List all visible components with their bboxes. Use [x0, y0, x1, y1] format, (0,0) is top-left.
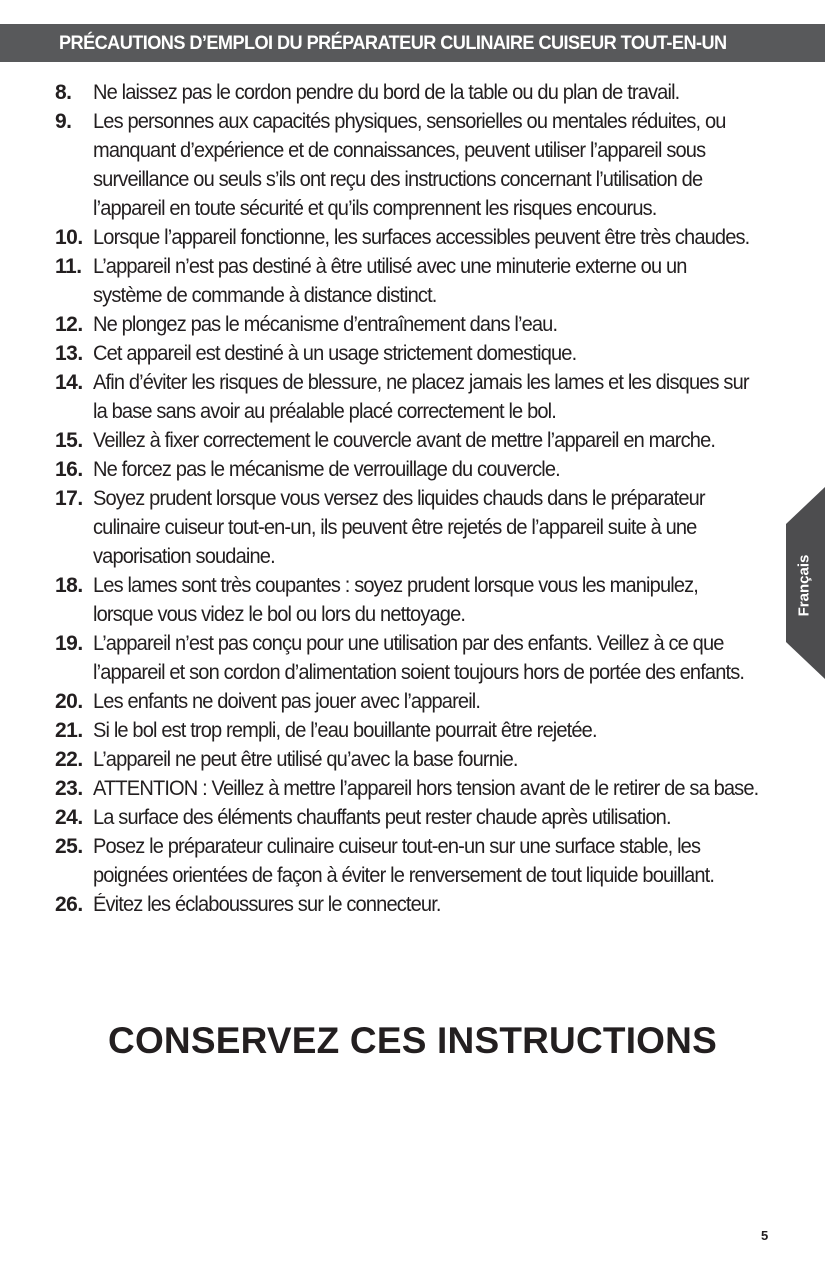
list-item [55, 107, 790, 223]
item-text: Posez le préparateur culinaire cuiseur tout-en-un sur une surface stable, les poignées orientées de façon à éviter le renversement de tout liquide bouillant. [93, 835, 715, 887]
item-text: Les enfants ne doivent pas jouer avec l’appareil. [93, 690, 481, 713]
list-item [55, 310, 790, 339]
item-number: 20. [55, 690, 83, 713]
item-number: 16. [55, 458, 83, 481]
list-item [55, 629, 790, 687]
page-title: PRÉCAUTIONS D’EMPLOI DU PRÉPARATEUR CULINAIRE CUISEUR TOUT-EN-UN [59, 31, 727, 54]
item-number: 11. [55, 255, 82, 278]
header-bar [0, 24, 825, 62]
list-item [55, 426, 790, 455]
list-item [55, 832, 790, 890]
item-text: Lorsque l’appareil fonctionne, les surfaces accessibles peuvent être très chaudes. [93, 226, 750, 249]
list-item [55, 455, 790, 484]
list-item [55, 339, 790, 368]
list-item [55, 774, 790, 803]
item-text: Soyez prudent lorsque vous versez des liquides chauds dans le préparateur culinaire cuiseur tout-en-un, ils peuvent être rejetés de l’appareil suite à une vaporisation soudaine. [93, 487, 705, 568]
item-number: 10. [55, 226, 83, 249]
item-number: 18. [55, 574, 83, 597]
language-tab [786, 487, 825, 679]
item-text: Les personnes aux capacités physiques, sensorielles ou mentales réduites, ou manquant d’expérience et de connaissances, peuvent utiliser l’appareil sous surveillance ou seuls s’ils ont reçu des instructions concernant l’utilisation de l’appareil en toute sécurité et qu’ils comprennent les risques encourus. [93, 110, 726, 220]
item-number: 14. [55, 371, 83, 394]
list-item [55, 687, 790, 716]
language-tab-label: Français [795, 554, 813, 616]
list-item [55, 78, 790, 107]
item-text: Afin d’éviter les risques de blessure, ne placez jamais les lames et les disques sur la base sans avoir au préalable placé correctement le bol. [93, 371, 749, 423]
page-number: 5 [761, 1228, 769, 1243]
item-text: L’appareil ne peut être utilisé qu’avec la base fournie. [93, 748, 518, 771]
item-number: 8. [55, 81, 72, 104]
item-number: 13. [55, 342, 83, 365]
item-number: 17. [55, 487, 83, 510]
item-number: 21. [55, 719, 83, 742]
list-item [55, 745, 790, 774]
item-text: Cet appareil est destiné à un usage strictement domestique. [93, 342, 577, 365]
item-text: La surface des éléments chauffants peut rester chaude après utilisation. [93, 806, 671, 829]
item-number: 19. [55, 632, 83, 655]
item-text: Veillez à fixer correctement le couvercle avant de mettre l’appareil en marche. [93, 429, 716, 452]
list-item [55, 252, 790, 310]
item-text: Ne plongez pas le mécanisme d’entraînement dans l’eau. [93, 313, 558, 336]
item-text: Si le bol est trop rempli, de l’eau bouillante pourrait être rejetée. [93, 719, 597, 742]
list-item [55, 484, 790, 571]
list-item [55, 716, 790, 745]
item-text: Ne forcez pas le mécanisme de verrouillage du couvercle. [93, 458, 560, 481]
item-text: L’appareil n’est pas destiné à être utilisé avec une minuterie externe ou un système de commande à distance distinct. [93, 255, 687, 307]
item-number: 23. [55, 777, 83, 800]
item-number: 25. [55, 835, 83, 858]
list-item [55, 803, 790, 832]
item-number: 26. [55, 893, 83, 916]
save-instructions-heading: CONSERVEZ CES INSTRUCTIONS [108, 1020, 717, 1061]
precautions-list [55, 78, 790, 919]
item-number: 24. [55, 806, 83, 829]
item-text: ATTENTION : Veillez à mettre l’appareil hors tension avant de le retirer de sa base. [93, 777, 759, 800]
list-item [55, 571, 790, 629]
item-text: L’appareil n’est pas conçu pour une utilisation par des enfants. Veillez à ce que l’appareil et son cordon d’alimentation soient toujours hors de portée des enfants. [93, 632, 745, 684]
item-number: 15. [55, 429, 83, 452]
item-number: 12. [55, 313, 83, 336]
item-text: Les lames sont très coupantes : soyez prudent lorsque vous les manipulez, lorsque vous videz le bol ou lors du nettoyage. [93, 574, 699, 626]
item-number: 9. [55, 110, 72, 133]
list-item [55, 890, 790, 919]
list-item [55, 368, 790, 426]
item-number: 22. [55, 748, 83, 771]
item-text: Ne laissez pas le cordon pendre du bord de la table ou du plan de travail. [93, 81, 680, 104]
item-text: Évitez les éclaboussures sur le connecteur. [93, 893, 441, 916]
list-item [55, 223, 790, 252]
